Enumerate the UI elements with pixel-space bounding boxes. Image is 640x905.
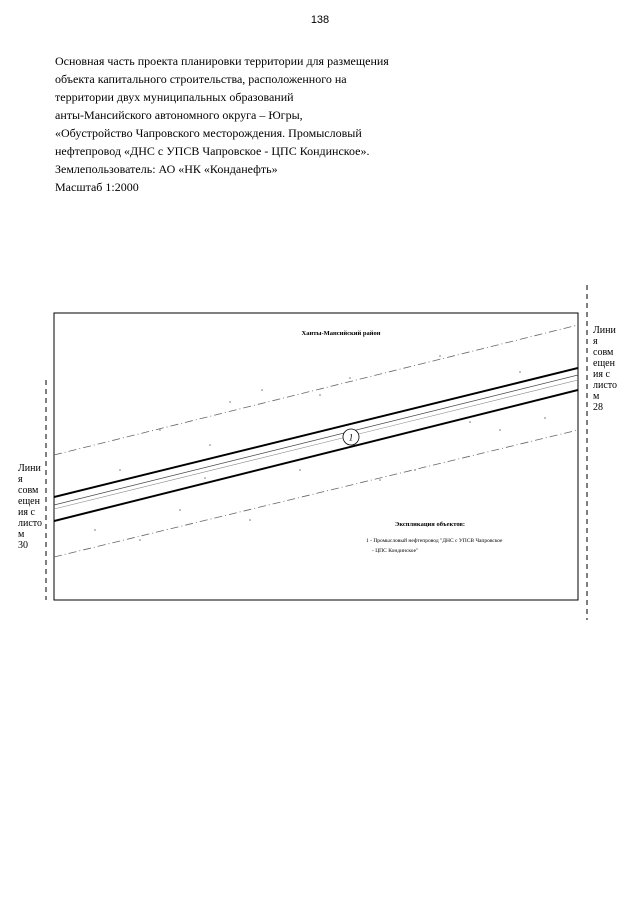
page-number: 138 (310, 14, 330, 26)
match-line-label-part: ещен (18, 496, 40, 507)
match-line-label-part: м (593, 391, 600, 402)
match-line-label-part: Лини (593, 325, 616, 336)
pipeline-axis-line (54, 375, 578, 505)
match-line-label-left (18, 463, 44, 551)
survey-points (94, 355, 546, 541)
title-line: Землепользователь: АО «НК «Конданефть» (55, 162, 278, 176)
legend-item-line: 1 - Промысловый нефтепровод "ДНС с УПСВ Чапровское (366, 538, 503, 544)
title-line: «Обустройство Чапровского месторождения. Промысловый (55, 126, 362, 140)
zone-boundary-upper (54, 325, 578, 455)
title-line: территории двух муниципальных образований (55, 90, 294, 104)
match-line-label-part: я (593, 336, 598, 347)
match-line-label-part: Лини (18, 463, 41, 474)
corridor-line-upper (54, 368, 578, 497)
match-line-label-part: ия с (593, 369, 610, 380)
corridor-line-lower (54, 390, 578, 521)
pipeline-axis-line-2 (54, 380, 578, 509)
match-line-label-part: м (18, 529, 25, 540)
title-line: Основная часть проекта планировки территории для размещения (55, 54, 389, 68)
match-line-label-part: ещен (593, 358, 615, 369)
match-line-label-part: 30 (18, 540, 28, 551)
title-line: нефтепровод «ДНС с УПСВ Чапровское - ЦПС Кондинское». (55, 144, 370, 158)
match-line-label-part: я (18, 474, 23, 485)
match-line-label-right (593, 325, 619, 413)
district-label: Ханты-Мансийский район (301, 330, 381, 337)
match-line-label-part: листо (18, 518, 43, 529)
match-line-label-part: совм (18, 485, 39, 496)
title-line: объекта капитального строительства, расположенного на (55, 72, 347, 86)
legend-title: Экспликация объектов: (394, 521, 466, 528)
title-line: Масштаб 1:2000 (55, 180, 139, 194)
match-line-label-part: совм (593, 347, 614, 358)
legend-item-line: - ЦПС Кондинское" (372, 548, 419, 554)
title-line: анты-Мансийского автономного округа – Югры, (55, 108, 303, 122)
match-line-label-part: ия с (18, 507, 35, 518)
match-line-label-part: листо (593, 380, 618, 391)
match-line-label-part: 28 (593, 402, 603, 413)
object-marker-number: 1 (348, 432, 354, 443)
